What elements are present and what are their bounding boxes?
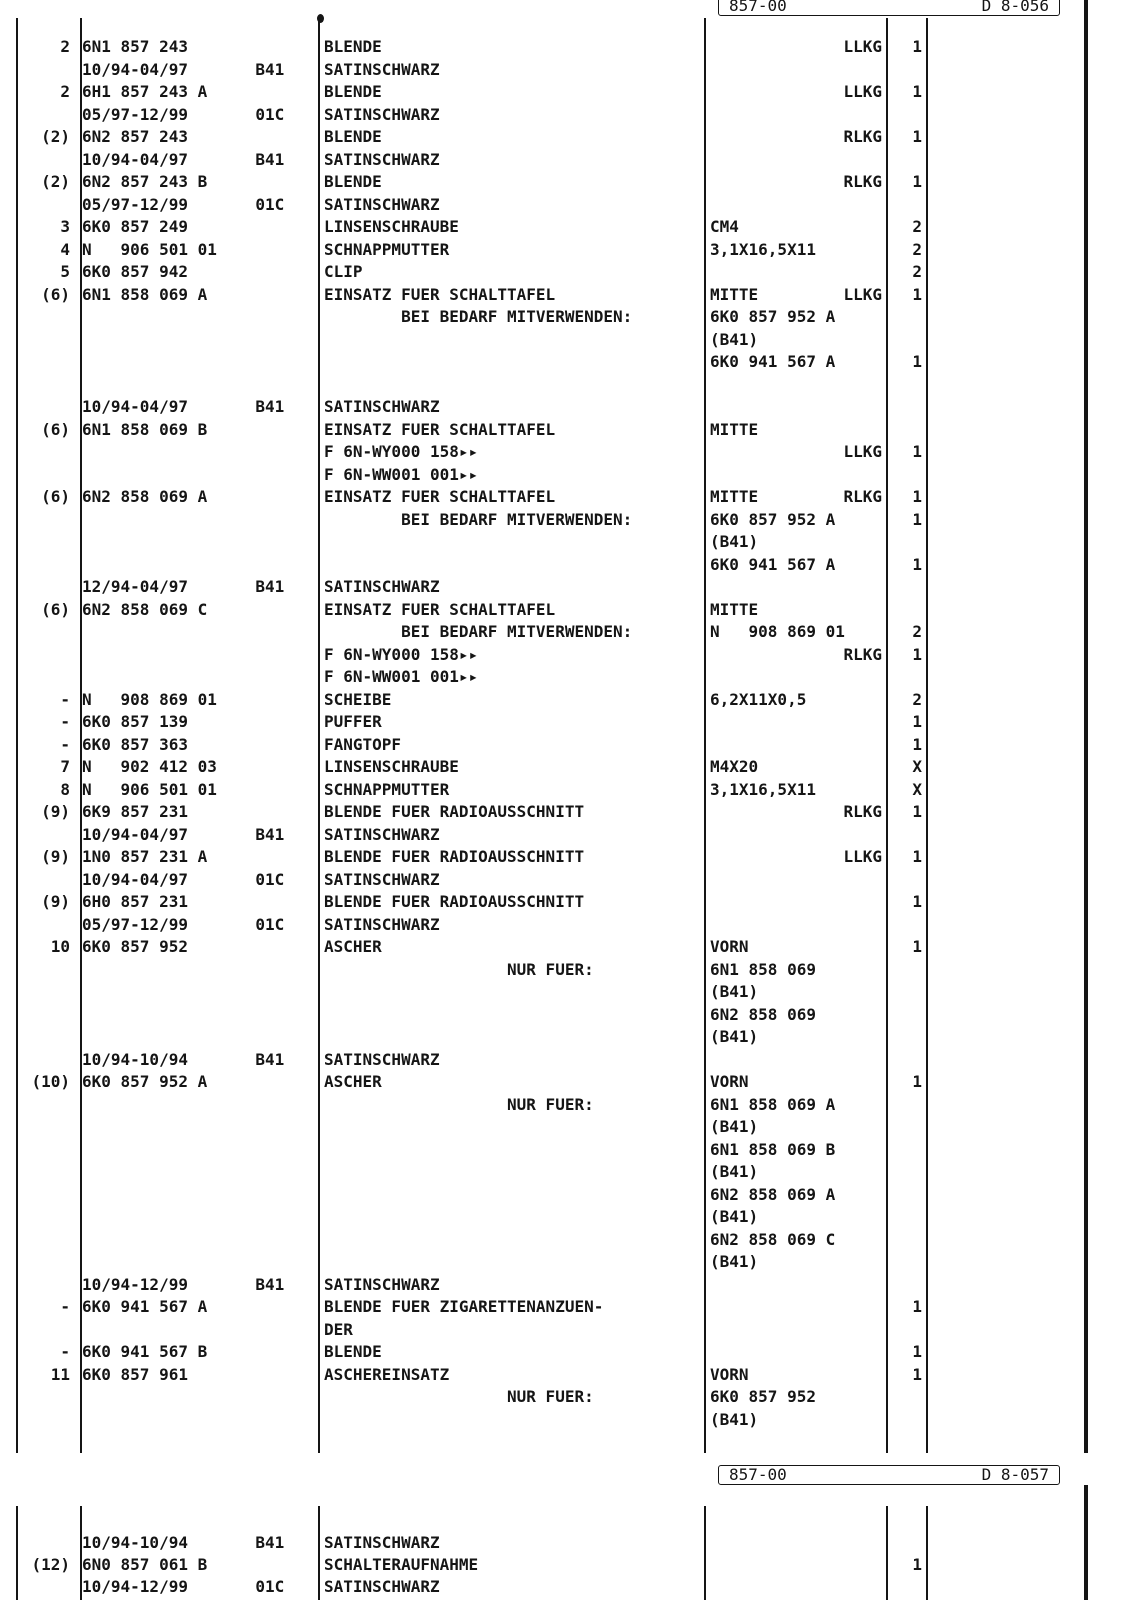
part-remark: MITTE <box>710 419 759 439</box>
part-description: BLENDE <box>324 127 382 146</box>
part-description: BLENDE FUER RADIOAUSSCHNITT <box>324 847 585 866</box>
part-number: N 906 501 01 <box>82 239 217 259</box>
part-remark: 6N2 858 069 <box>710 1004 816 1024</box>
part-number: 6K0 857 942 <box>82 262 188 281</box>
quantity: 1 <box>912 847 922 866</box>
part-number: 10/94-10/94 B41 <box>82 1533 285 1552</box>
part-description: SATINSCHWARZ <box>324 869 440 889</box>
quantity: 2 <box>912 262 922 281</box>
quantity: 1 <box>912 554 922 574</box>
part-number: 05/97-12/99 01C <box>82 194 285 214</box>
part-remark: (B41) <box>710 1117 759 1136</box>
part-remark: 3,1X16,5X11 <box>710 239 816 259</box>
steering-side: LLKG <box>843 284 882 304</box>
position-number: - <box>60 1342 70 1361</box>
position-number: - <box>60 1297 70 1316</box>
part-description: BLENDE <box>324 37 382 56</box>
part-description: SCHALTERAUFNAHME <box>324 1555 479 1574</box>
column-divider-qty <box>926 18 928 1453</box>
part-description: F 6N-WY000 158▸▸ <box>324 442 479 461</box>
header-page-number: D 8-057 <box>981 1465 1049 1484</box>
part-description: NUR FUER: <box>324 1387 594 1406</box>
part-number: 6H0 857 231 <box>82 892 188 911</box>
position-number: 4 <box>60 239 70 259</box>
part-description: EINSATZ FUER SCHALTTAFEL <box>324 284 556 304</box>
part-description: ASCHER <box>324 937 382 956</box>
part-remark: (B41) <box>710 1162 759 1181</box>
steering-side: RLKG <box>843 487 882 506</box>
steering-side: RLKG <box>843 172 882 191</box>
part-description: CLIP <box>324 262 363 281</box>
part-number: 10/94-10/94 B41 <box>82 1049 285 1069</box>
position-number: 3 <box>60 217 70 236</box>
position-number: (10) <box>31 1072 70 1091</box>
part-description: SATINSCHWARZ <box>324 1533 440 1552</box>
part-remark: M4X20 <box>710 757 759 776</box>
part-remark: 6N1 858 069 A <box>710 1094 836 1114</box>
part-number: 10/94-12/99 B41 <box>82 1274 285 1294</box>
part-description: SATINSCHWARZ <box>324 149 440 169</box>
part-description: LINSENSCHRAUBE <box>324 757 459 776</box>
part-number: 6N1 857 243 <box>82 37 188 56</box>
part-remark: 6N2 858 069 C <box>710 1229 836 1249</box>
column-divider-remark-2 <box>886 1506 888 1600</box>
steering-side: LLKG <box>843 847 882 866</box>
quantity: 1 <box>912 1297 922 1316</box>
column-divider-desc <box>704 18 706 1453</box>
position-number: (9) <box>41 802 70 821</box>
position-number: (2) <box>41 172 70 191</box>
part-number: 6H1 857 243 A <box>82 82 208 101</box>
header-page-number: D 8-056 <box>981 0 1049 15</box>
part-number: 6K0 857 961 <box>82 1364 188 1384</box>
quantity: 1 <box>912 644 922 664</box>
steering-side: LLKG <box>843 37 882 56</box>
part-description: BLENDE FUER RADIOAUSSCHNITT <box>324 802 585 821</box>
part-number: 6N1 858 069 A <box>82 284 208 304</box>
part-description: BLENDE <box>324 1342 382 1361</box>
part-number: 6N0 857 061 B <box>82 1555 208 1574</box>
part-number: 1N0 857 231 A <box>82 847 208 866</box>
part-remark: 6N2 858 069 A <box>710 1184 836 1204</box>
header-group-code: 857-00 <box>729 0 787 15</box>
part-remark: (B41) <box>710 532 759 551</box>
part-description: EINSATZ FUER SCHALTTAFEL <box>324 599 556 619</box>
part-description: BLENDE FUER ZIGARETTENANZUEN- <box>324 1297 604 1316</box>
quantity: 1 <box>912 712 922 731</box>
part-number: 6N1 858 069 B <box>82 419 208 439</box>
part-description: BLENDE <box>324 82 382 101</box>
part-number: 05/97-12/99 01C <box>82 104 285 124</box>
column-divider-part-2 <box>318 1506 320 1600</box>
steering-side: LLKG <box>843 82 882 101</box>
part-number: 6N2 857 243 B <box>82 172 208 191</box>
part-remark: 6K0 857 952 A <box>710 509 836 529</box>
part-number: 6K0 941 567 A <box>82 1297 208 1316</box>
quantity: 1 <box>912 937 922 956</box>
part-remark: (B41) <box>710 1027 759 1046</box>
part-remark: (B41) <box>710 1409 759 1429</box>
part-remark: 6N1 858 069 <box>710 959 816 979</box>
column-divider-remark <box>886 18 888 1453</box>
position-number: 10 <box>50 937 70 956</box>
part-description: SATINSCHWARZ <box>324 104 440 124</box>
part-description: SCHEIBE <box>324 689 392 709</box>
position-number: - <box>60 689 70 709</box>
part-remark: 6K0 857 952 <box>710 1387 816 1406</box>
steering-side: RLKG <box>843 802 882 821</box>
quantity: 1 <box>912 172 922 191</box>
part-number: 6N2 858 069 C <box>82 599 208 619</box>
part-description: SATINSCHWARZ <box>324 397 440 416</box>
part-remark: 6K0 941 567 A <box>710 554 836 574</box>
part-remark: VORN <box>710 937 749 956</box>
position-number: 7 <box>60 757 70 776</box>
position-number: 8 <box>60 779 70 799</box>
quantity: 1 <box>912 1342 922 1361</box>
position-number: 11 <box>50 1364 70 1384</box>
part-number: 10/94-04/97 01C <box>82 869 285 889</box>
punch-mark <box>317 14 324 23</box>
part-description: BEI BEDARF MITVERWENDEN: <box>324 307 633 326</box>
part-number: N 906 501 01 <box>82 779 217 799</box>
quantity: 2 <box>912 217 922 236</box>
header-group-code: 857-00 <box>729 1465 787 1484</box>
quantity: 2 <box>912 622 922 641</box>
part-description: BLENDE FUER RADIOAUSSCHNITT <box>324 892 585 911</box>
part-description: LINSENSCHRAUBE <box>324 217 459 236</box>
part-number: 6K0 857 952 A <box>82 1072 208 1091</box>
quantity: 1 <box>912 37 922 56</box>
part-description: ASCHER <box>324 1072 382 1091</box>
position-number: (2) <box>41 127 70 146</box>
quantity: 2 <box>912 239 922 259</box>
part-description: SATINSCHWARZ <box>324 914 440 934</box>
quantity: 1 <box>912 802 922 821</box>
quantity: X <box>912 779 922 799</box>
part-description: BEI BEDARF MITVERWENDEN: <box>324 622 633 641</box>
quantity: 1 <box>912 352 922 371</box>
position-number: 2 <box>60 82 70 101</box>
position-number: (9) <box>41 892 70 911</box>
position-number: - <box>60 734 70 754</box>
part-description: F 6N-WW001 001▸▸ <box>324 464 479 484</box>
part-remark: MITTE <box>710 284 759 304</box>
part-description: SATINSCHWARZ <box>324 1577 440 1596</box>
quantity: 1 <box>912 892 922 911</box>
page-header-top <box>718 0 1060 16</box>
part-number: 6N2 858 069 A <box>82 487 208 506</box>
part-remark: (B41) <box>710 1252 759 1271</box>
part-remark: 6N1 858 069 B <box>710 1139 836 1159</box>
quantity: 1 <box>912 284 922 304</box>
part-description: SCHNAPPMUTTER <box>324 779 450 799</box>
part-number: 6K0 941 567 B <box>82 1342 208 1361</box>
part-number: 6K9 857 231 <box>82 802 188 821</box>
part-number: N 902 412 03 <box>82 757 217 776</box>
part-description: SATINSCHWARZ <box>324 1274 440 1294</box>
part-description: PUFFER <box>324 712 382 731</box>
part-remark: 6K0 857 952 A <box>710 307 836 326</box>
quantity: 1 <box>912 487 922 506</box>
table-border-left-2 <box>16 1506 18 1600</box>
part-remark: (B41) <box>710 329 759 349</box>
column-divider-desc-2 <box>704 1506 706 1600</box>
part-remark: CM4 <box>710 217 739 236</box>
steering-side: LLKG <box>843 442 882 461</box>
position-number: (6) <box>41 284 70 304</box>
column-divider-qty-2 <box>926 1506 928 1600</box>
quantity: 1 <box>912 442 922 461</box>
part-description: EINSATZ FUER SCHALTTAFEL <box>324 419 556 439</box>
part-description: SATINSCHWARZ <box>324 194 440 214</box>
quantity: 1 <box>912 1364 922 1384</box>
part-description: SATINSCHWARZ <box>324 59 440 79</box>
position-number: 5 <box>60 262 70 281</box>
part-number: 10/94-04/97 B41 <box>82 824 285 844</box>
part-description: SATINSCHWARZ <box>324 824 440 844</box>
part-remark: MITTE <box>710 487 759 506</box>
part-number: 05/97-12/99 01C <box>82 914 285 934</box>
table-border-right-2 <box>1084 1485 1088 1600</box>
quantity: X <box>912 757 922 776</box>
part-remark: (B41) <box>710 1207 759 1226</box>
position-number: (9) <box>41 847 70 866</box>
part-remark: (B41) <box>710 982 759 1001</box>
part-number: 10/94-04/97 B41 <box>82 397 285 416</box>
part-number: 12/94-04/97 B41 <box>82 577 285 596</box>
part-description: BLENDE <box>324 172 382 191</box>
part-description: SATINSCHWARZ <box>324 1049 440 1069</box>
part-description: BEI BEDARF MITVERWENDEN: <box>324 509 633 529</box>
quantity: 1 <box>912 127 922 146</box>
part-remark: 3,1X16,5X11 <box>710 779 816 799</box>
part-description: ASCHEREINSATZ <box>324 1364 450 1384</box>
part-description: FANGTOPF <box>324 734 402 754</box>
position-number: (6) <box>41 487 70 506</box>
part-remark: VORN <box>710 1364 749 1384</box>
column-divider-part <box>318 18 320 1453</box>
quantity: 1 <box>912 1072 922 1091</box>
position-number: (6) <box>41 419 70 439</box>
part-number: N 908 869 01 <box>82 689 217 709</box>
part-description: NUR FUER: <box>324 959 594 979</box>
part-remark: N 908 869 01 <box>710 622 845 641</box>
steering-side: RLKG <box>843 127 882 146</box>
part-description: F 6N-WY000 158▸▸ <box>324 644 479 664</box>
quantity: 2 <box>912 689 922 709</box>
part-description: DER <box>324 1319 353 1339</box>
quantity: 1 <box>912 1555 922 1574</box>
table-border-left <box>16 18 18 1453</box>
part-number: 10/94-04/97 B41 <box>82 59 285 79</box>
steering-side: RLKG <box>843 644 882 664</box>
part-number: 6K0 857 249 <box>82 217 188 236</box>
quantity: 1 <box>912 82 922 101</box>
part-remark: 6,2X11X0,5 <box>710 689 807 709</box>
table-border-right <box>1084 0 1088 1453</box>
part-number: 10/94-12/99 01C <box>82 1577 285 1596</box>
part-description: F 6N-WW001 001▸▸ <box>324 667 479 686</box>
part-description: SCHNAPPMUTTER <box>324 239 450 259</box>
position-number: 2 <box>60 37 70 56</box>
part-description: EINSATZ FUER SCHALTTAFEL <box>324 487 556 506</box>
part-number: 6K0 857 363 <box>82 734 188 754</box>
part-description: SATINSCHWARZ <box>324 577 440 596</box>
part-number: 6K0 857 952 <box>82 937 188 956</box>
part-remark: 6K0 941 567 A <box>710 352 836 371</box>
position-number: (12) <box>31 1555 70 1574</box>
position-number: (6) <box>41 599 70 619</box>
part-remark: MITTE <box>710 599 759 619</box>
page-header-bottom <box>718 1465 1060 1485</box>
part-description: NUR FUER: <box>324 1094 594 1114</box>
part-number: 6K0 857 139 <box>82 712 188 731</box>
quantity: 1 <box>912 509 922 529</box>
part-remark: VORN <box>710 1072 749 1091</box>
position-number: - <box>60 712 70 731</box>
part-number: 10/94-04/97 B41 <box>82 149 285 169</box>
part-number: 6N2 857 243 <box>82 127 188 146</box>
quantity: 1 <box>912 734 922 754</box>
